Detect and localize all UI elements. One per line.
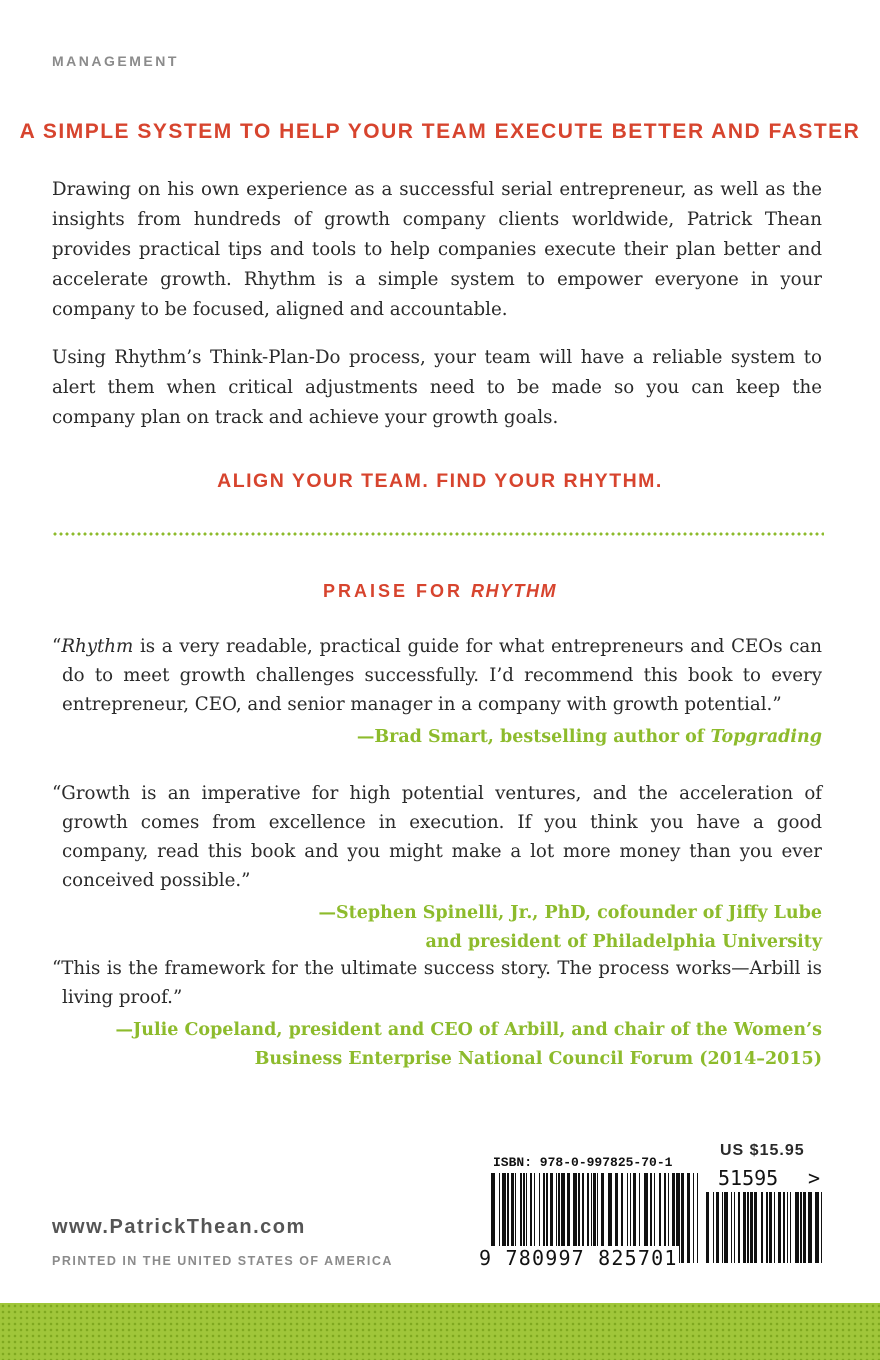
quote-1-text bbox=[52, 632, 822, 719]
quote-3-attribution-line-2: Business Enterprise National Council Forum (2014–2015) bbox=[254, 1049, 822, 1069]
barcode-bar bbox=[815, 1192, 819, 1263]
description-paragraph-2: Using Rhythm’s Think-Plan-Do process, your team will have a reliable system to alert them when critical adjustments need to be made so you can keep the company plan on track and achieve your growth goals. bbox=[52, 347, 822, 428]
barcode-bar bbox=[821, 1192, 822, 1263]
barcode-bar bbox=[731, 1192, 732, 1263]
quote-1-open: “ bbox=[52, 636, 62, 657]
barcode-bar bbox=[734, 1192, 735, 1263]
price-code: 51595 bbox=[718, 1166, 779, 1190]
quote-3 bbox=[52, 954, 822, 1074]
quote-2-attribution-line-2: and president of Philadelphia University bbox=[425, 932, 822, 952]
barcode-bar bbox=[769, 1192, 772, 1263]
quote-2-attribution bbox=[52, 899, 822, 957]
barcode-bar bbox=[681, 1173, 684, 1263]
barcode-digits: 9 780997 825701 bbox=[479, 1246, 678, 1270]
price-barcode bbox=[706, 1192, 824, 1263]
barcode-bar bbox=[706, 1192, 709, 1263]
barcode-bar bbox=[803, 1192, 806, 1263]
praise-heading bbox=[0, 581, 880, 602]
quote-3-attribution-line-1: —Julie Copeland, president and CEO of Arbill, and chair of the Women’s bbox=[115, 1020, 822, 1040]
quote-1-book-title: Rhythm bbox=[61, 636, 134, 657]
barcode-bar bbox=[774, 1192, 775, 1263]
quote-1-attribution-book: Topgrading bbox=[710, 727, 822, 747]
barcode-bar bbox=[754, 1192, 757, 1263]
website-url: www.PatrickThean.com bbox=[52, 1216, 306, 1238]
barcode-bar bbox=[778, 1192, 781, 1263]
barcode-bar bbox=[738, 1192, 740, 1263]
barcode-bar bbox=[716, 1192, 719, 1263]
barcode-bar bbox=[795, 1192, 799, 1263]
barcode-bar bbox=[687, 1173, 690, 1263]
barcode-bar bbox=[750, 1192, 753, 1263]
barcode-bar bbox=[766, 1192, 768, 1263]
barcode-bar bbox=[693, 1173, 694, 1263]
isbn-label: ISBN: 978-0-997825-70-1 bbox=[493, 1155, 673, 1170]
barcode-bar bbox=[743, 1192, 746, 1263]
barcode-bar bbox=[724, 1192, 728, 1263]
tagline: ALIGN YOUR TEAM. FIND YOUR RHYTHM. bbox=[217, 470, 663, 492]
barcode-bar bbox=[697, 1173, 698, 1263]
quote-2-attribution-line-1: —Stephen Spinelli, Jr., PhD, cofounder of Jiffy Lube bbox=[318, 903, 822, 923]
barcode-bar bbox=[747, 1192, 749, 1263]
praise-prefix: PRAISE FOR bbox=[322, 581, 463, 601]
headline: A SIMPLE SYSTEM TO HELP YOUR TEAM EXECUTE BETTER AND FASTER bbox=[19, 120, 861, 143]
barcode-bar bbox=[783, 1192, 785, 1263]
barcode-bar bbox=[808, 1192, 812, 1263]
barcode-bar bbox=[761, 1192, 763, 1263]
quote-1 bbox=[52, 632, 822, 752]
praise-title: RHYTHM bbox=[471, 581, 558, 601]
quote-3-text: “This is the framework for the ultimate success story. The process works—Arbill is living proof.” bbox=[52, 958, 822, 1008]
barcode-bar bbox=[787, 1192, 788, 1263]
footer-band bbox=[0, 1303, 880, 1360]
price-label: US $15.95 bbox=[720, 1142, 805, 1159]
printed-in-label: PRINTED IN THE UNITED STATES OF AMERICA bbox=[52, 1254, 393, 1268]
barcode-bar bbox=[713, 1192, 714, 1263]
quote-2-text: “Growth is an imperative for high potential ventures, and the acceleration of growth comes from excellence in execution. If you think you have a good company, read this book and you might make a lot more money than you ever conceived possible.” bbox=[52, 783, 822, 891]
quote-2 bbox=[52, 779, 822, 957]
description-paragraph-1: Drawing on his own experience as a successful serial entrepreneur, as well as the insights from hundreds of growth company clients worldwide, Patrick Thean provides practical tips and tools to help companies execute their plan better and accelerate growth. Rhythm is a simple system to empower everyone in your company to be focused, aligned and accountable. bbox=[52, 179, 822, 320]
barcode-bar bbox=[790, 1192, 791, 1263]
quote-1-attribution bbox=[52, 723, 822, 752]
quote-1-body: is a very readable, practical guide for what entrepreneurs and CEOs can do to meet growth challenges successfully. I’d recommend this book to every entrepreneur, CEO, and senior manager in a company with growth potential.” bbox=[62, 636, 822, 715]
barcode-bar bbox=[722, 1192, 723, 1263]
dotted-divider bbox=[52, 532, 824, 536]
barcode-bar bbox=[800, 1192, 802, 1263]
price-code-arrow: > bbox=[808, 1166, 821, 1190]
category-label: MANAGEMENT bbox=[52, 53, 179, 69]
quote-1-attribution-name: —Brad Smart, bestselling author of bbox=[356, 727, 705, 747]
quote-3-attribution bbox=[52, 1016, 822, 1074]
